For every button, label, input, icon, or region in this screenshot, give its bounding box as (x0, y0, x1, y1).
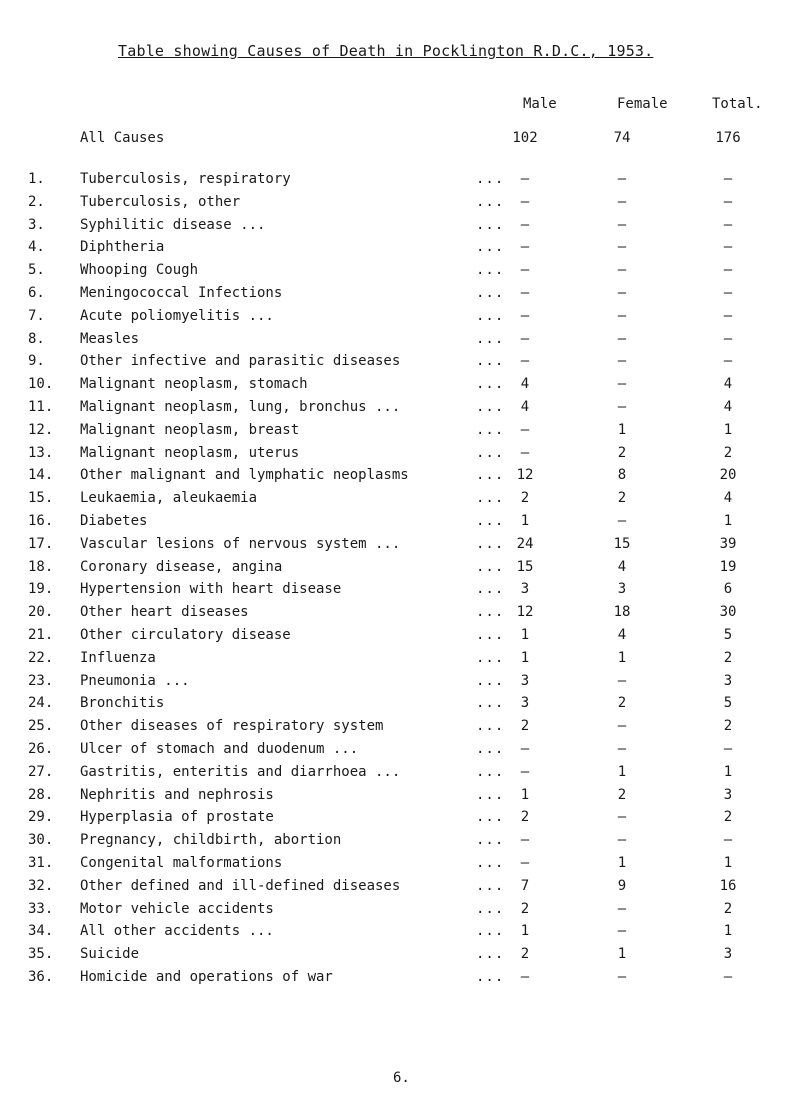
cause-label: Malignant neoplasm, uterus (80, 444, 300, 461)
leader-dots: ... (476, 535, 505, 552)
female-count: 9 (617, 877, 627, 894)
row-number: 29. (28, 809, 54, 826)
cause-label: Vascular lesions of nervous system ... (80, 535, 401, 552)
row-number: 19. (28, 581, 54, 598)
leader-dots: ... (476, 171, 505, 187)
leader-dots: ... (476, 307, 505, 324)
male-count: – (520, 239, 530, 256)
female-count: – (617, 513, 627, 529)
leader-dots: ... (476, 923, 505, 940)
total-count: – (723, 741, 733, 757)
cause-label: Pneumonia ... (80, 672, 190, 689)
female-count: 1 (617, 855, 627, 871)
total-count: 3 (723, 786, 733, 803)
leader-dots: ... (476, 490, 505, 507)
cause-label: Hypertension with heart disease (80, 581, 342, 598)
row-number: 23. (28, 672, 54, 689)
cause-label: Other circulatory disease (80, 627, 291, 643)
total-count: – (723, 285, 733, 301)
leader-dots: ... (476, 376, 505, 393)
table-row (0, 695, 801, 717)
female-count: 4 (617, 627, 627, 643)
male-count: – (520, 421, 530, 438)
male-count: – (520, 193, 530, 210)
male-count: 1 (520, 786, 530, 803)
male-count: 1 (520, 649, 530, 666)
leader-dots: ... (476, 672, 505, 689)
male-count: – (520, 832, 530, 849)
row-number: 3. (28, 216, 45, 233)
male-count: 1 (520, 627, 530, 643)
leader-dots: ... (476, 877, 505, 894)
table-row (0, 787, 801, 809)
female-count: – (617, 832, 627, 849)
cause-label: Malignant neoplasm, stomach (80, 376, 308, 393)
leader-dots: ... (476, 695, 505, 712)
male-count: 2 (520, 490, 530, 507)
cause-label: Gastritis, enteritis and diarrhoea ... (80, 763, 401, 780)
male-count: 12 (516, 467, 534, 484)
row-number: 36. (28, 969, 54, 985)
total-count: 3 (723, 672, 733, 689)
total-count: 1 (723, 855, 733, 871)
total-count: 19 (719, 558, 737, 575)
row-number: 2. (28, 193, 45, 210)
total-count: 20 (719, 467, 737, 484)
row-number: 27. (28, 763, 54, 780)
female-count: – (617, 900, 627, 917)
total-count: – (723, 832, 733, 849)
table-row (0, 673, 801, 695)
table-row (0, 923, 801, 945)
cause-label: Suicide (80, 946, 140, 963)
total-count: – (723, 330, 733, 347)
total-count: 2 (723, 718, 733, 735)
total-count: 16 (719, 877, 737, 894)
leader-dots: ... (476, 581, 505, 598)
cause-label: All other accidents ... (80, 923, 274, 940)
leader-dots: ... (476, 193, 505, 210)
male-count: – (520, 330, 530, 347)
total-count: 39 (719, 535, 737, 552)
cause-label: Congenital malformations (80, 855, 283, 871)
row-number: 31. (28, 855, 54, 871)
leader-dots: ... (476, 558, 505, 575)
leader-dots: ... (476, 467, 505, 484)
female-count: 15 (613, 535, 631, 552)
female-count: 2 (617, 786, 627, 803)
female-count: 2 (617, 490, 627, 507)
cause-label: Nephritis and nephrosis (80, 786, 274, 803)
row-number: 9. (28, 353, 45, 370)
cause-label: Bronchitis (80, 695, 165, 712)
table-row (0, 376, 801, 398)
row-number: 12. (28, 421, 54, 438)
total-count: – (723, 216, 733, 233)
male-count: 4 (520, 376, 530, 393)
total-count: – (723, 262, 733, 279)
all-causes-label: All Causes (80, 130, 165, 146)
female-count: 1 (617, 763, 627, 780)
cause-label: Measles (80, 330, 140, 347)
total-count: 4 (723, 376, 733, 393)
female-count: 18 (613, 604, 631, 621)
male-count: 24 (516, 535, 534, 552)
cause-label: Pregnancy, childbirth, abortion (80, 832, 342, 849)
cause-label: Other heart diseases (80, 604, 249, 621)
leader-dots: ... (476, 786, 505, 803)
row-number: 4. (28, 239, 45, 256)
page-title: Table showing Causes of Death in Pocklington R.D.C., 1953. (118, 42, 654, 60)
table-row (0, 559, 801, 581)
table-row (0, 878, 801, 900)
female-count: – (617, 969, 627, 985)
row-number: 20. (28, 604, 54, 621)
leader-dots: ... (476, 513, 505, 529)
table-row (0, 650, 801, 672)
row-number: 34. (28, 923, 54, 940)
table-row (0, 764, 801, 786)
female-count: – (617, 399, 627, 415)
cause-label: Tuberculosis, respiratory (80, 171, 291, 187)
total-count: – (723, 239, 733, 256)
total-count: – (723, 307, 733, 324)
cause-label: Other infective and parasitic diseases (80, 353, 401, 370)
table-row (0, 239, 801, 261)
cause-label: Ulcer of stomach and duodenum ... (80, 741, 359, 757)
cause-label: Syphilitic disease ... (80, 216, 266, 233)
female-count: – (617, 718, 627, 735)
female-count: – (617, 216, 627, 233)
male-count: – (520, 763, 530, 780)
table-row (0, 513, 801, 535)
total-count: 2 (723, 444, 733, 461)
female-count: 1 (617, 649, 627, 666)
female-count: – (617, 262, 627, 279)
female-count: 3 (617, 581, 627, 598)
leader-dots: ... (476, 604, 505, 621)
table-row (0, 422, 801, 444)
table-row (0, 604, 801, 626)
row-number: 13. (28, 444, 54, 461)
table-row (0, 217, 801, 239)
female-count: – (617, 741, 627, 757)
leader-dots: ... (476, 262, 505, 279)
table-row (0, 627, 801, 649)
all-causes-female: 74 (613, 130, 631, 146)
male-count: 3 (520, 672, 530, 689)
cause-label: Meningococcal Infections (80, 285, 283, 301)
male-count: – (520, 171, 530, 187)
female-count: – (617, 193, 627, 210)
table-row (0, 855, 801, 877)
table-row (0, 946, 801, 968)
male-count: – (520, 307, 530, 324)
male-count: 2 (520, 718, 530, 735)
cause-label: Diabetes (80, 513, 148, 529)
column-header-male: Male (523, 96, 557, 112)
total-count: 1 (723, 421, 733, 438)
table-row (0, 490, 801, 512)
leader-dots: ... (476, 444, 505, 461)
table-row (0, 832, 801, 854)
table-row (0, 809, 801, 831)
cause-label: Other malignant and lymphatic neoplasms (80, 467, 409, 484)
row-number: 1. (28, 171, 45, 187)
cause-label: Coronary disease, angina (80, 558, 283, 575)
leader-dots: ... (476, 399, 505, 415)
total-count: 3 (723, 946, 733, 963)
column-header-female: Female (617, 96, 668, 112)
table-row (0, 194, 801, 216)
leader-dots: ... (476, 809, 505, 826)
female-count: – (617, 672, 627, 689)
cause-label: Malignant neoplasm, breast (80, 421, 300, 438)
leader-dots: ... (476, 239, 505, 256)
row-number: 5. (28, 262, 45, 279)
total-count: – (723, 193, 733, 210)
total-count: 2 (723, 900, 733, 917)
total-count: 1 (723, 923, 733, 940)
leader-dots: ... (476, 330, 505, 347)
female-count: – (617, 809, 627, 826)
male-count: 7 (520, 877, 530, 894)
row-number: 6. (28, 285, 45, 301)
all-causes-male: 102 (512, 130, 538, 146)
row-number: 18. (28, 558, 54, 575)
column-header-total: Total. (712, 96, 763, 112)
table-row (0, 581, 801, 603)
male-count: – (520, 353, 530, 370)
leader-dots: ... (476, 353, 505, 370)
male-count: – (520, 741, 530, 757)
total-count: 1 (723, 513, 733, 529)
row-number: 21. (28, 627, 54, 643)
female-count: – (617, 171, 627, 187)
male-count: 3 (520, 581, 530, 598)
row-number: 16. (28, 513, 54, 529)
cause-label: Whooping Cough (80, 262, 199, 279)
table-row (0, 331, 801, 353)
female-count: – (617, 353, 627, 370)
row-number: 11. (28, 399, 54, 415)
row-number: 32. (28, 877, 54, 894)
total-count: 2 (723, 649, 733, 666)
male-count: – (520, 262, 530, 279)
table-row (0, 262, 801, 284)
leader-dots: ... (476, 627, 505, 643)
table-row (0, 536, 801, 558)
male-count: 4 (520, 399, 530, 415)
cause-label: Homicide and operations of war (80, 969, 333, 985)
female-count: – (617, 307, 627, 324)
female-count: – (617, 239, 627, 256)
row-number: 10. (28, 376, 54, 393)
male-count: 2 (520, 900, 530, 917)
table-row (0, 399, 801, 421)
male-count: – (520, 444, 530, 461)
all-causes-total: 176 (715, 130, 741, 146)
male-count: – (520, 855, 530, 871)
total-count: – (723, 969, 733, 985)
cause-label: Influenza (80, 649, 156, 666)
cause-label: Tuberculosis, other (80, 193, 241, 210)
cause-label: Hyperplasia of prostate (80, 809, 274, 826)
table-row (0, 718, 801, 740)
row-number: 17. (28, 535, 54, 552)
row-number: 25. (28, 718, 54, 735)
leader-dots: ... (476, 855, 505, 871)
female-count: 1 (617, 421, 627, 438)
table-row (0, 353, 801, 375)
row-number: 33. (28, 900, 54, 917)
male-count: 3 (520, 695, 530, 712)
female-count: 2 (617, 444, 627, 461)
total-count: – (723, 353, 733, 370)
leader-dots: ... (476, 649, 505, 666)
row-number: 15. (28, 490, 54, 507)
leader-dots: ... (476, 969, 505, 985)
row-number: 28. (28, 786, 54, 803)
cause-label: Acute poliomyelitis ... (80, 307, 274, 324)
total-count: 2 (723, 809, 733, 826)
total-count: 30 (719, 604, 737, 621)
cause-label: Diphtheria (80, 239, 165, 256)
female-count: 1 (617, 946, 627, 963)
total-count: 4 (723, 399, 733, 415)
male-count: 2 (520, 946, 530, 963)
female-count: 8 (617, 467, 627, 484)
male-count: – (520, 969, 530, 985)
table-row (0, 969, 801, 991)
male-count: 12 (516, 604, 534, 621)
female-count: – (617, 285, 627, 301)
row-number: 14. (28, 467, 54, 484)
cause-label: Other defined and ill-defined diseases (80, 877, 401, 894)
table-row (0, 445, 801, 467)
male-count: 2 (520, 809, 530, 826)
row-number: 26. (28, 741, 54, 757)
leader-dots: ... (476, 741, 505, 757)
female-count: 4 (617, 558, 627, 575)
row-number: 7. (28, 307, 45, 324)
row-number: 22. (28, 649, 54, 666)
page-number: 6. (393, 1070, 410, 1086)
total-count: 4 (723, 490, 733, 507)
female-count: – (617, 376, 627, 393)
cause-label: Motor vehicle accidents (80, 900, 274, 917)
male-count: – (520, 216, 530, 233)
table-row (0, 171, 801, 193)
row-number: 24. (28, 695, 54, 712)
cause-label: Leukaemia, aleukaemia (80, 490, 258, 507)
leader-dots: ... (476, 900, 505, 917)
total-count: 1 (723, 763, 733, 780)
female-count: – (617, 923, 627, 940)
cause-label: Other diseases of respiratory system (80, 718, 384, 735)
male-count: 15 (516, 558, 534, 575)
table-row (0, 308, 801, 330)
total-count: 5 (723, 627, 733, 643)
leader-dots: ... (476, 832, 505, 849)
all-causes-row (0, 130, 801, 152)
male-count: 1 (520, 513, 530, 529)
leader-dots: ... (476, 285, 505, 301)
leader-dots: ... (476, 763, 505, 780)
cause-label: Malignant neoplasm, lung, bronchus ... (80, 399, 401, 415)
table-row (0, 285, 801, 307)
leader-dots: ... (476, 946, 505, 963)
table-row (0, 741, 801, 763)
table-row (0, 467, 801, 489)
leader-dots: ... (476, 718, 505, 735)
row-number: 8. (28, 330, 45, 347)
leader-dots: ... (476, 421, 505, 438)
total-count: – (723, 171, 733, 187)
row-number: 35. (28, 946, 54, 963)
female-count: – (617, 330, 627, 347)
total-count: 5 (723, 695, 733, 712)
male-count: – (520, 285, 530, 301)
female-count: 2 (617, 695, 627, 712)
row-number: 30. (28, 832, 54, 849)
male-count: 1 (520, 923, 530, 940)
total-count: 6 (723, 581, 733, 598)
leader-dots: ... (476, 216, 505, 233)
table-row (0, 901, 801, 923)
